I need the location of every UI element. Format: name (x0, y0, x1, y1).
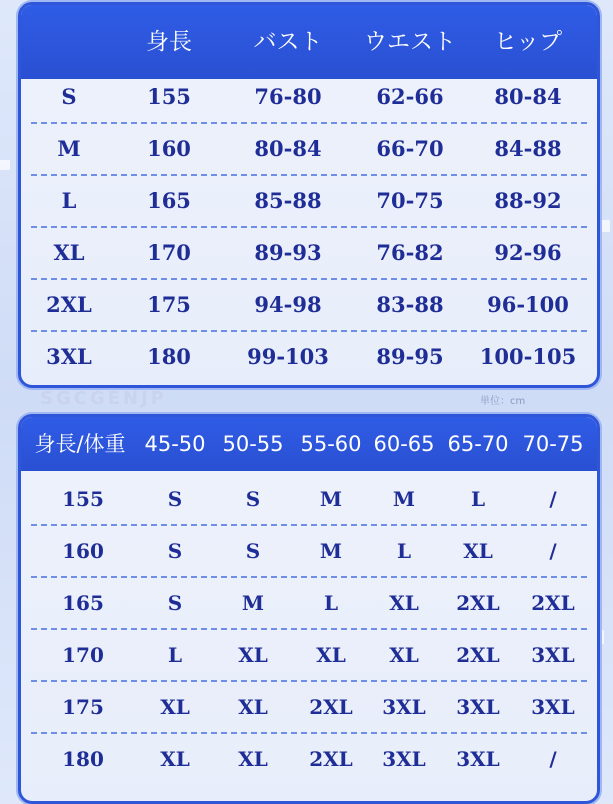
bust-value: 85-88 (254, 188, 322, 213)
size-cell: 2XL (309, 747, 353, 771)
fit-chart-panel (18, 414, 600, 804)
height-value: 180 (147, 344, 191, 369)
hip-value: 88-92 (494, 188, 562, 213)
height-value: 165 (147, 188, 191, 213)
header-weight-range: 65-70 (447, 432, 509, 456)
header-weight-range: 50-55 (222, 432, 284, 456)
header-weight-range: 60-65 (373, 432, 435, 456)
header-bust: バスト (253, 29, 323, 55)
header-hip: ヒップ (493, 29, 563, 55)
table-row (21, 525, 597, 577)
size-cell: S (245, 539, 261, 563)
size-cell: 2XL (309, 695, 353, 719)
header-height: 身長 (146, 29, 192, 55)
size-cell: / (549, 747, 557, 771)
table-row (21, 681, 597, 733)
table-row (21, 175, 597, 227)
size-cell: / (549, 539, 557, 563)
size-cell: L (396, 539, 412, 563)
size-cell: S (167, 487, 183, 511)
size-cell: S (167, 591, 183, 615)
size-cell: M (319, 539, 343, 563)
hip-value: 84-88 (494, 136, 562, 161)
table-row (21, 123, 597, 175)
height-label: 155 (62, 487, 104, 511)
fit-chart-header-row (21, 417, 597, 471)
size-label: 2XL (46, 292, 92, 317)
size-cell: 3XL (382, 695, 426, 719)
waist-value: 70-75 (376, 188, 444, 213)
size-cell: 3XL (531, 643, 575, 667)
waist-value: 89-95 (376, 344, 444, 369)
size-label: XL (53, 240, 85, 265)
size-cell: L (470, 487, 486, 511)
height-label: 180 (62, 747, 104, 771)
header-weight-range: 45-50 (144, 432, 206, 456)
size-cell: L (323, 591, 339, 615)
size-cell: XL (389, 643, 419, 667)
header-height-weight: 身長/体重 (34, 432, 126, 456)
header-weight-range: 70-75 (522, 432, 584, 456)
table-row (21, 629, 597, 681)
table-row (21, 279, 597, 331)
height-value: 170 (147, 240, 191, 265)
size-cell: XL (316, 643, 346, 667)
size-chart-panel (18, 2, 600, 388)
size-cell: 3XL (531, 695, 575, 719)
height-label: 170 (62, 643, 104, 667)
hip-value: 100-105 (479, 344, 577, 369)
header-weight-range: 55-60 (300, 432, 362, 456)
size-cell: 2XL (456, 643, 500, 667)
size-cell: 3XL (382, 747, 426, 771)
table-row (21, 331, 597, 383)
table-row (21, 473, 597, 525)
waist-value: 83-88 (376, 292, 444, 317)
size-cell: / (549, 487, 557, 511)
hip-value: 96-100 (487, 292, 569, 317)
bust-value: 89-93 (254, 240, 322, 265)
size-cell: M (392, 487, 416, 511)
size-label: L (61, 188, 77, 213)
size-label: 3XL (46, 344, 92, 369)
unit-note: 単位：cm (480, 396, 526, 407)
table-row (21, 733, 597, 785)
height-value: 175 (147, 292, 191, 317)
size-cell: XL (160, 747, 190, 771)
size-cell: XL (238, 643, 268, 667)
waist-value: 66-70 (376, 136, 444, 161)
size-cell: XL (238, 695, 268, 719)
brand-watermark: SGCGENJP (40, 388, 167, 409)
size-cell: XL (389, 591, 419, 615)
size-cell: 2XL (531, 591, 575, 615)
size-label: S (61, 84, 77, 109)
size-cell: L (167, 643, 183, 667)
hip-value: 92-96 (494, 240, 562, 265)
height-label: 165 (62, 591, 104, 615)
bust-value: 76-80 (254, 84, 322, 109)
size-cell: M (319, 487, 343, 511)
waist-value: 62-66 (376, 84, 444, 109)
size-cell: XL (238, 747, 268, 771)
bust-value: 80-84 (254, 136, 322, 161)
height-value: 155 (147, 84, 191, 109)
size-cell: 2XL (456, 591, 500, 615)
size-cell: S (245, 487, 261, 511)
size-cell: 3XL (456, 747, 500, 771)
height-label: 160 (62, 539, 104, 563)
height-value: 160 (147, 136, 191, 161)
size-cell: M (241, 591, 265, 615)
table-row (21, 227, 597, 279)
waist-value: 76-82 (376, 240, 444, 265)
size-cell: 3XL (456, 695, 500, 719)
header-waist: ウエスト (364, 29, 456, 55)
size-cell: S (167, 539, 183, 563)
size-label: M (57, 136, 81, 161)
size-cell: XL (160, 695, 190, 719)
table-row (21, 577, 597, 629)
size-chart-header-row (21, 5, 597, 79)
table-row (21, 71, 597, 123)
height-label: 175 (62, 695, 104, 719)
size-cell: XL (463, 539, 493, 563)
hip-value: 80-84 (494, 84, 562, 109)
bust-value: 94-98 (254, 292, 322, 317)
bust-value: 99-103 (247, 344, 329, 369)
